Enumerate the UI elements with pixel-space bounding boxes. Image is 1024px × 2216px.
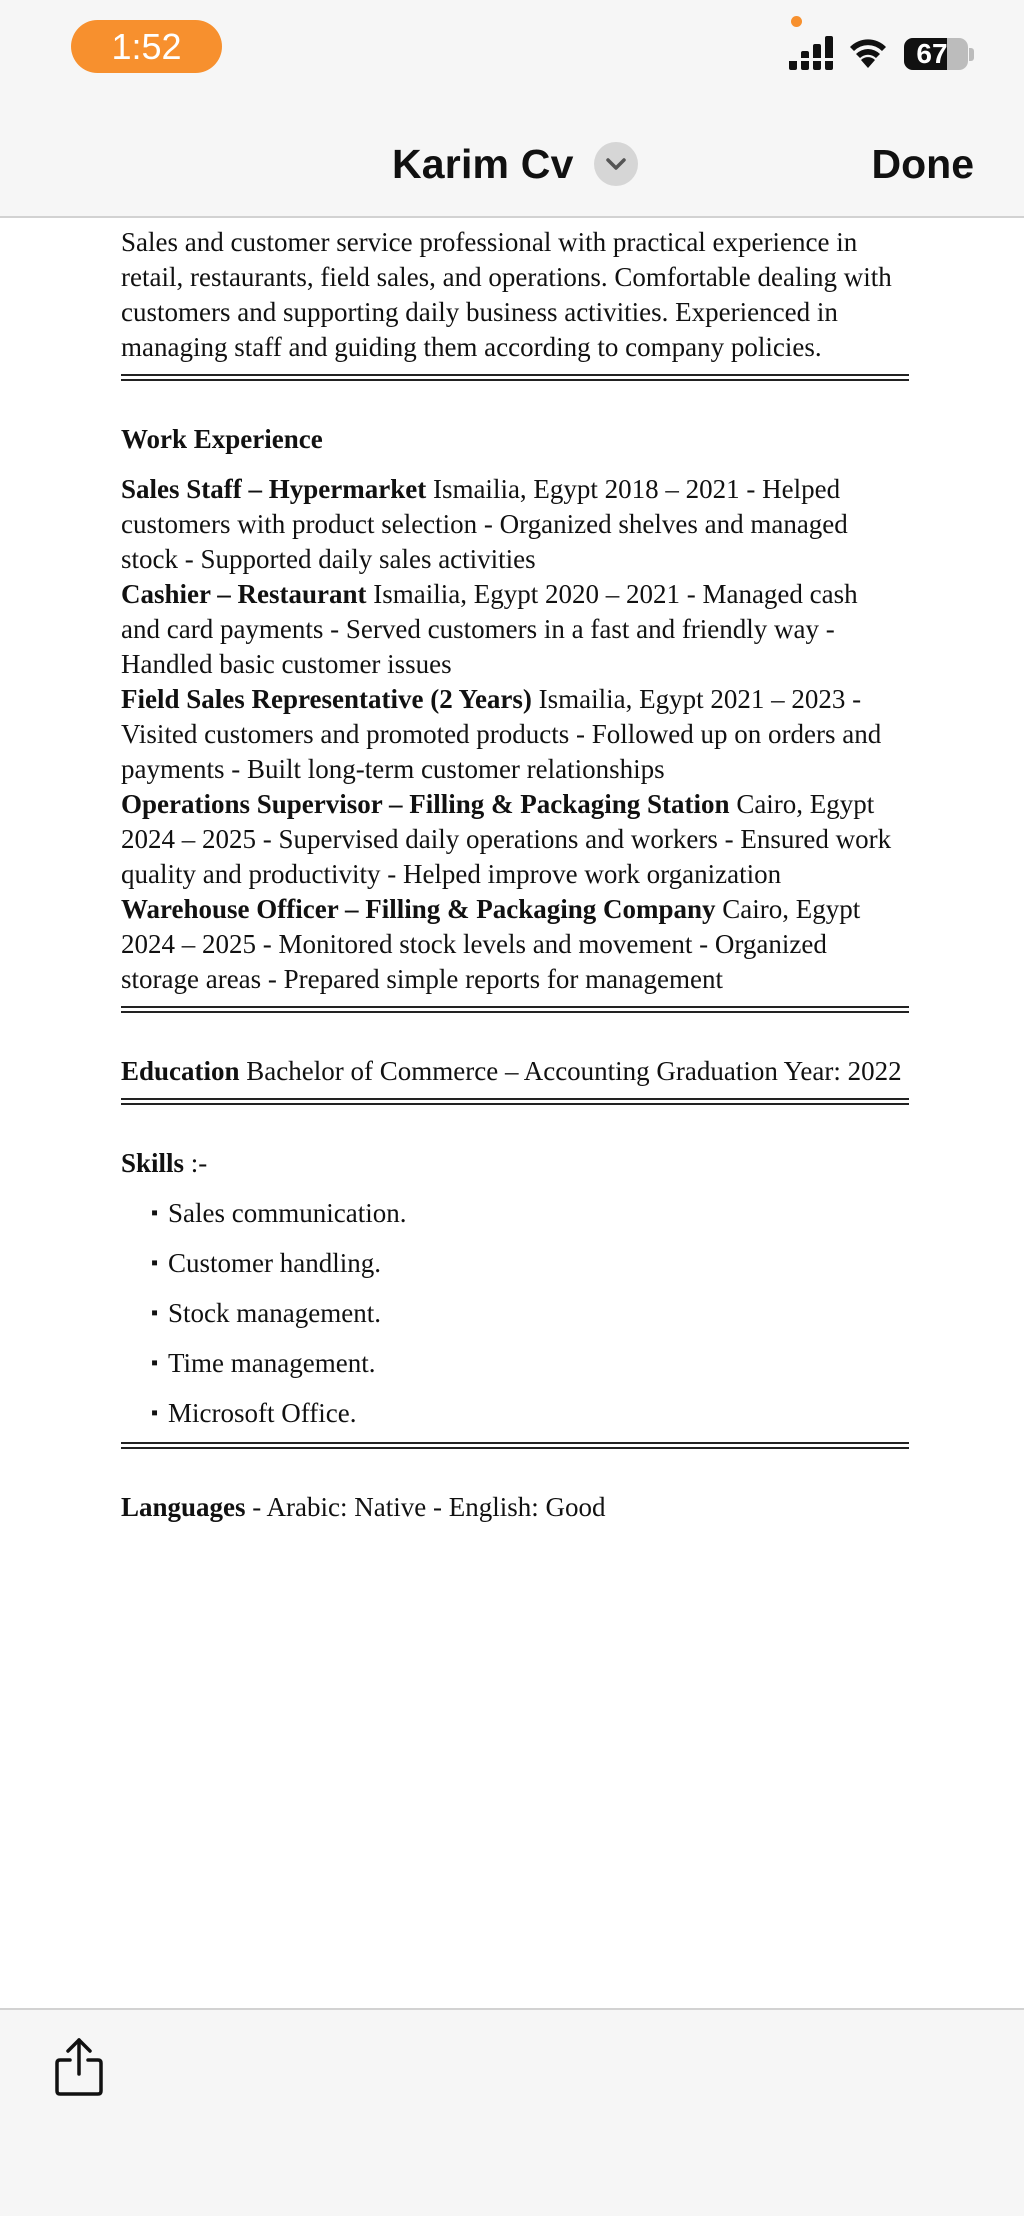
- skills-suffix: :-: [184, 1148, 208, 1178]
- skill-label: Time management.: [168, 1348, 376, 1378]
- job-title: Warehouse Officer – Filling & Packaging Company: [121, 894, 716, 924]
- job-title: Operations Supervisor – Filling & Packaging Station: [121, 789, 730, 819]
- bottom-toolbar: [0, 2008, 1024, 2216]
- status-time: 1:52: [71, 20, 222, 73]
- skill-item: [151, 1346, 903, 1381]
- section-divider: [121, 1442, 909, 1449]
- chevron-down-icon: [605, 157, 627, 171]
- bullet-icon: ▪: [151, 1252, 159, 1274]
- document-page[interactable]: [0, 190, 1024, 1525]
- cellular-signal-icon: [789, 36, 835, 70]
- education-text: Bachelor of Commerce – Accounting Graduation Year: 2022: [239, 1056, 902, 1086]
- done-button[interactable]: Done: [871, 141, 974, 187]
- skill-label: Customer handling.: [168, 1248, 381, 1278]
- bullet-icon: ▪: [151, 1202, 159, 1224]
- section-divider: [121, 1006, 909, 1013]
- education-heading: Education: [121, 1056, 240, 1086]
- languages-heading: Languages: [121, 1492, 246, 1522]
- job-details: Ismailia, Egypt 2018 – 2021 - Helped customers with product selection - Organized shelves and managed stock - Supported daily sales activities: [121, 474, 848, 574]
- job-entry: [121, 472, 903, 577]
- bullet-icon: ▪: [151, 1352, 159, 1374]
- education-section: [121, 1054, 903, 1089]
- skill-item: [151, 1396, 903, 1431]
- skill-label: Stock management.: [168, 1298, 381, 1328]
- skill-item: [151, 1246, 903, 1281]
- job-title: Sales Staff – Hypermarket: [121, 474, 427, 504]
- job-title: Cashier – Restaurant: [121, 579, 367, 609]
- job-details: Cairo, Egypt 2024 – 2025 - Monitored stock levels and movement - Organized storage areas - Prepared simple reports for management: [121, 894, 861, 994]
- job-entry: [121, 577, 903, 682]
- top-navigation-bar: [0, 0, 1024, 218]
- battery-cap: [969, 48, 974, 61]
- work-experience-heading: Work Experience: [121, 424, 323, 454]
- document-title[interactable]: Karim Cv: [392, 140, 574, 187]
- job-details: Ismailia, Egypt 2021 – 2023 - Visited customers and promoted products - Followed up on orders and payments - Built long-term customer relationships: [121, 684, 882, 784]
- skill-label: Sales communication.: [168, 1198, 407, 1228]
- languages-section: [121, 1490, 903, 1525]
- bullet-icon: ▪: [151, 1302, 159, 1324]
- section-divider: [121, 1098, 909, 1105]
- job-entry: [121, 892, 903, 997]
- profile-text: Sales and customer service professional with practical experience in retail, restaurants, field sales, and operations. Comfortable dealing with customers and supporting daily business activities. Experienced in managing staff and guiding them according to company policies.: [121, 227, 892, 362]
- skill-item: [151, 1296, 903, 1331]
- skill-item: [151, 1196, 903, 1231]
- skill-label: Microsoft Office.: [168, 1398, 357, 1428]
- bullet-icon: ▪: [151, 1402, 159, 1424]
- battery-percent: 67: [916, 38, 948, 69]
- languages-text: - Arabic: Native - English: Good: [245, 1492, 606, 1522]
- title-menu-button[interactable]: [594, 142, 638, 186]
- skills-section: [121, 1146, 903, 1181]
- job-entry: [121, 682, 903, 787]
- job-details: Ismailia, Egypt 2020 – 2021 - Managed cash and card payments - Served customers in a fast and friendly way - Handled basic customer issues: [121, 579, 858, 679]
- section-divider: [121, 374, 909, 381]
- wifi-icon: [848, 34, 888, 70]
- job-details: Cairo, Egypt 2024 – 2025 - Supervised daily operations and workers - Ensured work quality and productivity - Helped improve work organization: [121, 789, 892, 889]
- share-icon[interactable]: [53, 2036, 105, 2098]
- privacy-indicator-dot: [791, 16, 802, 27]
- job-list: [121, 472, 903, 997]
- job-title: Field Sales Representative (2 Years): [121, 684, 532, 714]
- skills-heading: Skills: [121, 1148, 185, 1178]
- job-entry: [121, 787, 903, 892]
- battery-indicator: [904, 38, 968, 70]
- skills-list: [121, 1196, 903, 1431]
- document-title-group[interactable]: [392, 136, 638, 192]
